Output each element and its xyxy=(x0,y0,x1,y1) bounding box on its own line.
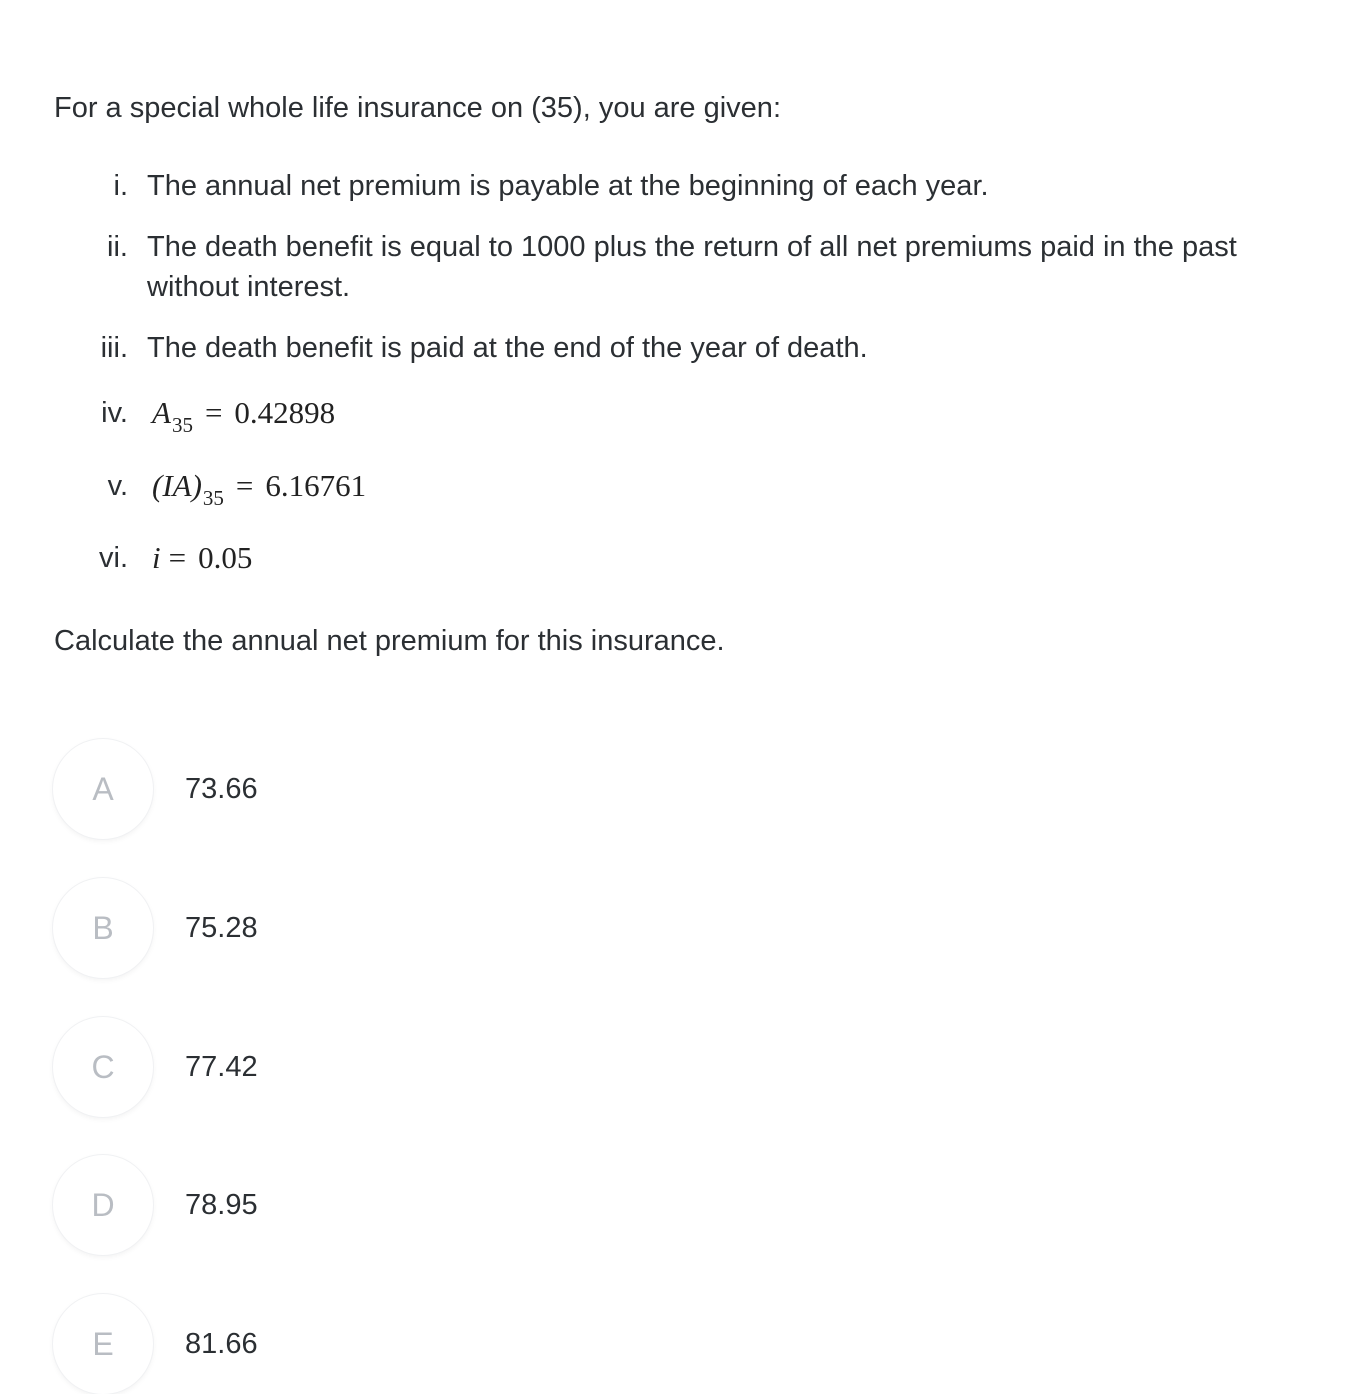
list-marker: i. xyxy=(113,170,128,202)
question-prompt: Calculate the annual net premium for this insurance. xyxy=(54,625,725,657)
given-text: The death benefit is equal to 1000 plus the return of all net premiums paid in the past without interest. xyxy=(147,231,1237,303)
option-letter-badge[interactable]: E xyxy=(53,1294,153,1394)
option-letter-badge[interactable]: C xyxy=(53,1017,153,1117)
answer-option-e[interactable] xyxy=(53,1294,753,1394)
math-value: 0.05 xyxy=(198,540,253,575)
list-marker: iv. xyxy=(101,397,128,429)
option-value[interactable]: 81.66 xyxy=(185,1328,258,1360)
math-expression xyxy=(152,393,335,436)
math-expression xyxy=(152,466,366,509)
question-intro: For a special whole life insurance on (35), you are given: xyxy=(54,92,781,124)
math-equals: = xyxy=(235,468,254,503)
answer-option-b[interactable] xyxy=(53,878,753,978)
math-symbol: A xyxy=(152,395,171,430)
list-marker: iii. xyxy=(100,332,128,364)
option-letter-badge[interactable]: D xyxy=(53,1155,153,1255)
math-subscript: 35 xyxy=(202,486,224,510)
math-symbol: i xyxy=(152,540,161,575)
list-marker: vi. xyxy=(99,542,128,574)
list-marker: ii. xyxy=(107,231,128,263)
option-value[interactable]: 77.42 xyxy=(185,1051,258,1083)
answer-option-a[interactable] xyxy=(53,739,753,839)
math-expression xyxy=(152,538,252,578)
answer-option-c[interactable] xyxy=(53,1017,753,1117)
given-text: The annual net premium is payable at the beginning of each year. xyxy=(147,170,989,202)
math-value: 0.42898 xyxy=(234,395,336,430)
option-letter-badge[interactable]: A xyxy=(53,739,153,839)
given-text: The death benefit is paid at the end of the year of death. xyxy=(147,332,868,364)
math-equals: = xyxy=(204,395,223,430)
option-value[interactable]: 78.95 xyxy=(185,1189,258,1221)
math-subscript: 35 xyxy=(171,413,193,437)
option-value[interactable]: 75.28 xyxy=(185,912,258,944)
math-value: 6.16761 xyxy=(265,468,367,503)
option-value[interactable]: 73.66 xyxy=(185,773,258,805)
option-letter-badge[interactable]: B xyxy=(53,878,153,978)
answer-option-d[interactable] xyxy=(53,1155,753,1255)
list-marker: v. xyxy=(107,470,128,502)
math-symbol: (IA) xyxy=(152,468,202,503)
math-equals: = xyxy=(168,540,187,575)
